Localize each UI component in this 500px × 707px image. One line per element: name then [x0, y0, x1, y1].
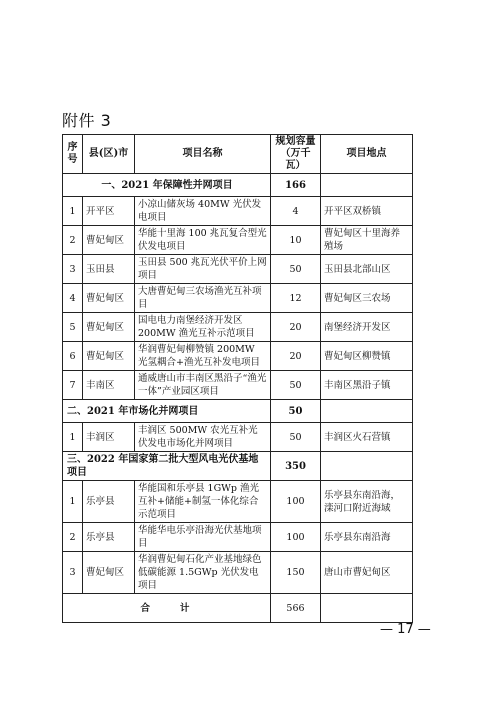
row-location: 曹妃甸区三农场 [321, 284, 413, 313]
row-number: 2 [63, 226, 83, 255]
table-row [63, 423, 413, 452]
row-county: 开平区 [83, 197, 135, 226]
header-name: 项目名称 [135, 135, 271, 174]
table-row [63, 255, 413, 284]
row-location: 唐山市曹妃甸区 [321, 552, 413, 594]
row-county: 玉田县 [83, 255, 135, 284]
row-project-name: 国电电力南堡经济开发区 200MW 渔光互补示范项目 [135, 313, 271, 342]
row-county: 曹妃甸区 [83, 313, 135, 342]
section-title: 一、2021 年保障性并网项目 [63, 174, 271, 197]
row-county: 曹妃甸区 [83, 284, 135, 313]
row-number: 3 [63, 255, 83, 284]
row-number: 6 [63, 342, 83, 371]
row-county: 乐亭县 [83, 481, 135, 523]
row-project-name: 丰润区 500MW 农光互补光伏发电市场化并网项目 [135, 423, 271, 452]
table-row [63, 313, 413, 342]
row-project-name: 玉田县 500 兆瓦光伏平价上网项目 [135, 255, 271, 284]
row-location: 丰润区火石营镇 [321, 423, 413, 452]
total-empty-cell [321, 594, 413, 623]
row-number: 1 [63, 481, 83, 523]
total-label: 合计 [63, 594, 271, 623]
row-project-name: 华润曹妃甸柳赞镇 200MW 光氢耦合+渔光互补发电项目 [135, 342, 271, 371]
row-location: 乐亭县东南沿海，滦河口附近海域 [321, 481, 413, 523]
row-project-name: 小凉山储灰场 40MW 光伏发电项目 [135, 197, 271, 226]
row-capacity: 10 [271, 226, 321, 255]
row-location: 玉田县北部山区 [321, 255, 413, 284]
table-body [63, 174, 413, 623]
row-county: 丰南区 [83, 371, 135, 400]
row-number: 2 [63, 523, 83, 552]
row-project-name: 大唐曹妃甸三农场渔光互补项目 [135, 284, 271, 313]
row-location: 南堡经济开发区 [321, 313, 413, 342]
header-location: 项目地点 [321, 135, 413, 174]
section-empty-cell [321, 452, 413, 481]
total-capacity: 566 [271, 594, 321, 623]
table-row [63, 523, 413, 552]
row-location: 开平区双桥镇 [321, 197, 413, 226]
row-number: 3 [63, 552, 83, 594]
section-row [63, 400, 413, 423]
row-capacity: 50 [271, 255, 321, 284]
table-row [63, 226, 413, 255]
project-table [62, 134, 413, 623]
row-capacity: 12 [271, 284, 321, 313]
row-number: 1 [63, 423, 83, 452]
row-number: 5 [63, 313, 83, 342]
header-no: 序号 [63, 135, 83, 174]
row-county: 曹妃甸区 [83, 226, 135, 255]
row-capacity: 150 [271, 552, 321, 594]
table-row [63, 342, 413, 371]
table-row [63, 371, 413, 400]
table-header-row [63, 135, 413, 174]
row-capacity: 50 [271, 371, 321, 400]
row-county: 乐亭县 [83, 523, 135, 552]
header-county: 县(区)市 [83, 135, 135, 174]
row-number: 7 [63, 371, 83, 400]
row-project-name: 华能华电乐亭沿海光伏基地项目 [135, 523, 271, 552]
section-capacity: 166 [271, 174, 321, 197]
table-row [63, 552, 413, 594]
page-number: — 17 — [380, 622, 431, 637]
row-project-name: 通威唐山市丰南区黑沿子“渔光一体”产业园区项目 [135, 371, 271, 400]
row-capacity: 100 [271, 481, 321, 523]
row-capacity: 20 [271, 313, 321, 342]
row-number: 1 [63, 197, 83, 226]
header-capacity: 规划容量（万千瓦） [271, 135, 321, 174]
row-county: 曹妃甸区 [83, 342, 135, 371]
section-title: 三、2022 年国家第二批大型风电光伏基地项目 [63, 452, 271, 481]
section-empty-cell [321, 174, 413, 197]
section-capacity: 50 [271, 400, 321, 423]
attachment-label: 附件 3 [62, 111, 112, 130]
row-project-name: 华能十里海 100 兆瓦复合型光伏发电项目 [135, 226, 271, 255]
row-location: 乐亭县东南沿海 [321, 523, 413, 552]
row-location: 曹妃甸区十里海养殖场 [321, 226, 413, 255]
total-row [63, 594, 413, 623]
row-number: 4 [63, 284, 83, 313]
row-capacity: 20 [271, 342, 321, 371]
row-capacity: 100 [271, 523, 321, 552]
row-location: 曹妃甸区柳赞镇 [321, 342, 413, 371]
row-location: 丰南区黑沿子镇 [321, 371, 413, 400]
section-empty-cell [321, 400, 413, 423]
section-row [63, 452, 413, 481]
section-title: 二、2021 年市场化并网项目 [63, 400, 271, 423]
section-capacity: 350 [271, 452, 321, 481]
row-project-name: 华能国和乐亭县 1GWp 渔光互补+储能+制氢一体化综合示范项目 [135, 481, 271, 523]
row-county: 丰润区 [83, 423, 135, 452]
section-row [63, 174, 413, 197]
table-row [63, 197, 413, 226]
row-project-name: 华润曹妃甸石化产业基地绿色低碳能源 1.5GWp 光伏发电项目 [135, 552, 271, 594]
row-capacity: 50 [271, 423, 321, 452]
table-row [63, 481, 413, 523]
table-row [63, 284, 413, 313]
row-county: 曹妃甸区 [83, 552, 135, 594]
row-capacity: 4 [271, 197, 321, 226]
